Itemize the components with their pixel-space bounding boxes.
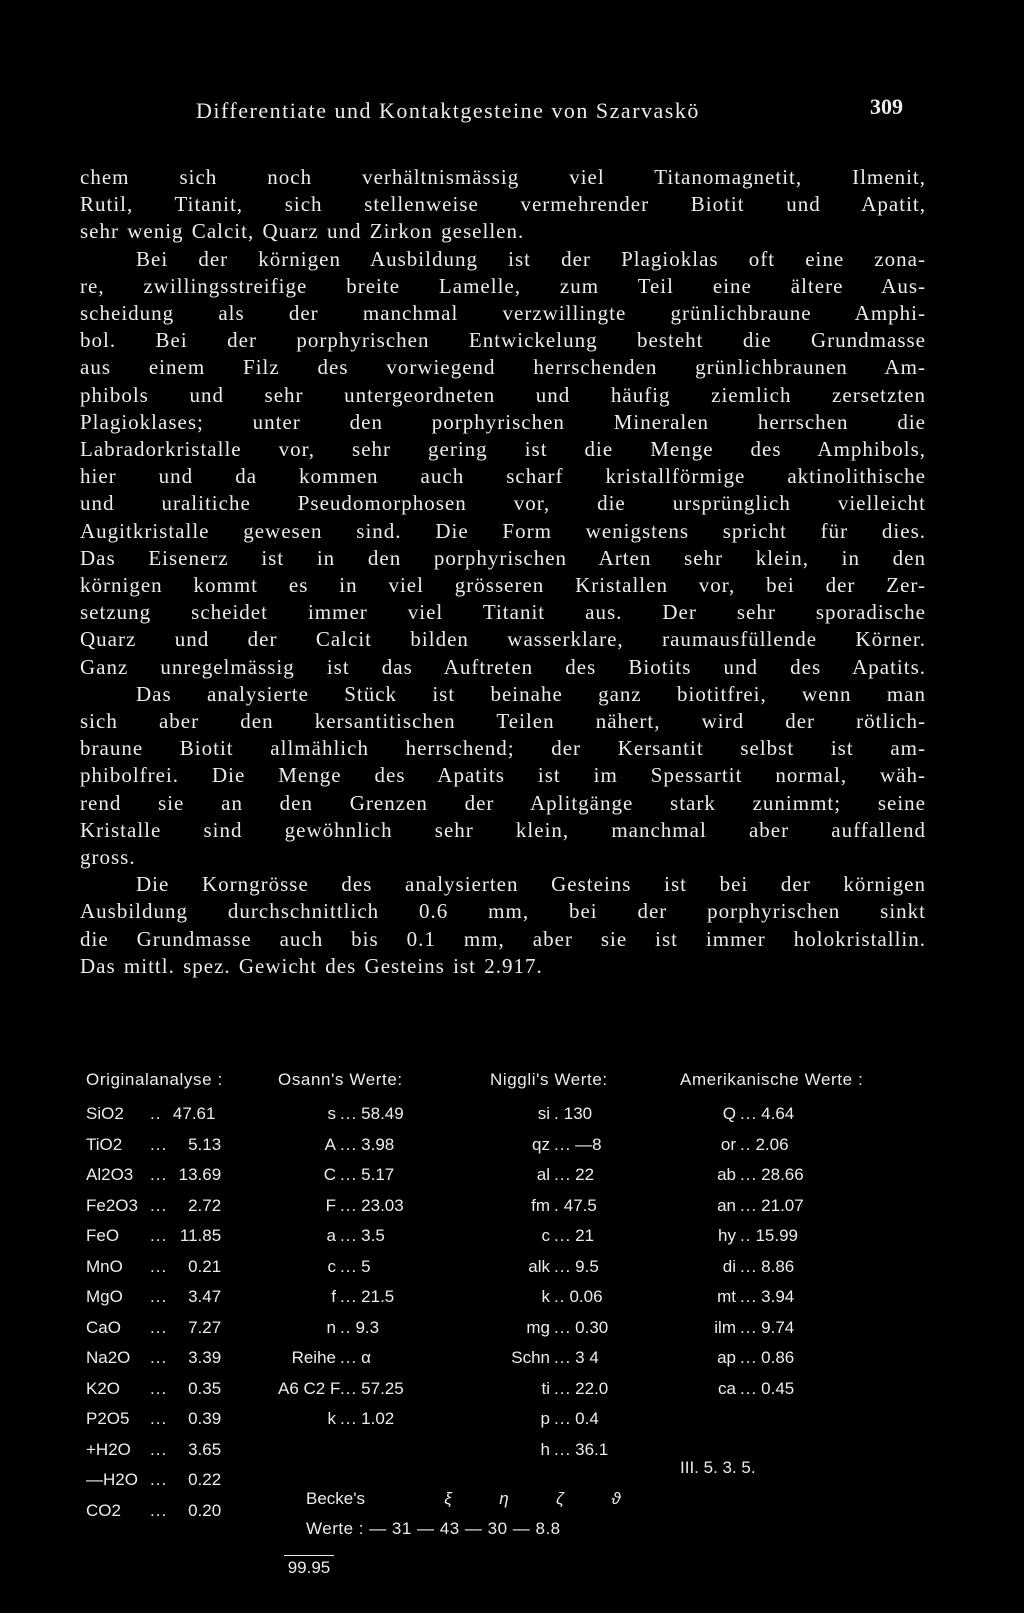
- row-leader: ...: [150, 1165, 168, 1184]
- text-line: Quarz und der Calcit bilden wasserklare, raumausfüllende Körner.: [80, 627, 926, 652]
- row-leader: ...: [554, 1439, 572, 1459]
- text-line: aus einem Filz des vorwiegend herrschenden grünlichbraunen Am-: [80, 355, 926, 380]
- text-line: chem sich noch verhältnismässig viel Titanomagnetit, Ilmenit,: [80, 165, 926, 189]
- row-label: c: [541, 1226, 550, 1245]
- row-value: 0.06: [569, 1287, 603, 1306]
- row-leader: ...: [340, 1287, 358, 1306]
- row-value: 22.0: [575, 1378, 609, 1398]
- column-header: Osann's Werte:: [278, 1070, 403, 1089]
- row-leader: ...: [554, 1165, 572, 1184]
- text-line: Rutil, Titanit, sich stellenweise vermehrender Biotit und Apatit,: [80, 192, 926, 217]
- row-value: 9.3: [355, 1317, 380, 1337]
- row-label: ap: [717, 1348, 736, 1367]
- row-value: 21.5: [361, 1287, 395, 1306]
- row-value: 36.1: [575, 1439, 609, 1459]
- table-row: [490, 1100, 660, 1131]
- row-value: 21: [575, 1226, 595, 1245]
- table-row: [86, 1253, 276, 1284]
- row-value: 28.66: [761, 1165, 804, 1184]
- row-label: CO2: [86, 1500, 121, 1520]
- row-value: 2.06: [755, 1134, 789, 1154]
- table-row: [490, 1131, 660, 1162]
- text-line: Augitkristalle gewesen sind. Die Form wenigstens spricht für dies.: [80, 518, 926, 543]
- row-label: hy: [718, 1226, 736, 1245]
- row-value: 15.99: [755, 1226, 798, 1245]
- row-value: 57.25: [361, 1378, 404, 1398]
- table-row: [490, 1253, 660, 1284]
- table-row: [680, 1314, 910, 1345]
- row-label: alk: [528, 1256, 550, 1276]
- row-value: 0.20: [188, 1500, 222, 1520]
- row-value: 21.07: [761, 1195, 804, 1215]
- row-label: a: [326, 1226, 336, 1245]
- table-row: [278, 1283, 478, 1314]
- row-leader: ..: [740, 1226, 752, 1245]
- text-line: rend sie an den Grenzen der Aplitgänge stark zunimmt; seine: [80, 790, 926, 815]
- text-line: sich aber den kersantitischen Teilen nähert, wird der rötlich-: [80, 709, 926, 734]
- table-row: [490, 1405, 660, 1436]
- row-value: 0.4: [575, 1409, 599, 1428]
- table-row: [490, 1161, 660, 1192]
- text-line: Das analysierte Stück ist beinahe ganz biotitfrei, wenn man: [136, 681, 926, 706]
- row-value: 0.39: [188, 1409, 222, 1428]
- table-row: [278, 1375, 478, 1406]
- table-row: [278, 1253, 478, 1284]
- text-line: Labradorkristalle vor, sehr gering ist die Menge des Amphibols,: [80, 437, 926, 462]
- row-leader: ..: [740, 1134, 752, 1154]
- row-leader: ..: [554, 1287, 566, 1306]
- row-value: 130: [563, 1104, 593, 1123]
- row-leader: .: [554, 1104, 560, 1123]
- row-label: MgO: [86, 1287, 123, 1306]
- table-row: [680, 1192, 910, 1223]
- row-label: c: [327, 1256, 336, 1276]
- table-row: [86, 1192, 276, 1223]
- table-row: [490, 1192, 660, 1223]
- row-value: 3.98: [361, 1134, 395, 1154]
- row-leader: ...: [150, 1226, 168, 1245]
- row-leader: ...: [340, 1165, 358, 1184]
- table-row: [680, 1344, 910, 1375]
- table-row: [490, 1375, 660, 1406]
- table-row: [86, 1466, 276, 1497]
- row-value: 8.86: [761, 1256, 795, 1276]
- table-row: [86, 1497, 276, 1528]
- row-leader: ...: [340, 1256, 358, 1276]
- row-leader: ...: [554, 1378, 572, 1398]
- table-row: [86, 1375, 276, 1406]
- column-osann-values: [278, 1068, 478, 1436]
- row-leader: ...: [340, 1378, 358, 1398]
- row-leader: ..: [150, 1104, 162, 1123]
- row-label: P2O5: [86, 1409, 130, 1428]
- row-label: TiO2: [86, 1134, 123, 1154]
- row-label: ca: [718, 1378, 736, 1398]
- table-row: [490, 1283, 660, 1314]
- row-value: 5: [361, 1256, 371, 1276]
- row-label: K2O: [86, 1378, 121, 1398]
- row-leader: ...: [740, 1317, 758, 1337]
- row-value: 2.72: [188, 1195, 222, 1215]
- row-label: ti: [541, 1378, 550, 1398]
- text-line: Das Eisenerz ist in den porphyrischen Arten sehr klein, in den: [80, 545, 926, 570]
- row-leader: .: [554, 1195, 560, 1215]
- table-row: [86, 1283, 276, 1314]
- table-row: [278, 1314, 478, 1345]
- row-label: Na2O: [86, 1348, 131, 1367]
- becke-symbol: ξ: [444, 1489, 452, 1508]
- text-line: re, zwillingsstreifige breite Lamelle, zum Teil eine ältere Aus-: [80, 273, 926, 298]
- table-row: [86, 1436, 276, 1467]
- row-leader: ...: [340, 1348, 358, 1367]
- text-line: setzung scheidet immer viel Titanit aus. Der sehr sporadische: [80, 600, 926, 625]
- row-label: f: [331, 1287, 336, 1306]
- table-row: [490, 1344, 660, 1375]
- table-row: [490, 1436, 660, 1467]
- table-row: [86, 1344, 276, 1375]
- table-row: [278, 1405, 478, 1436]
- row-leader: ...: [554, 1226, 572, 1245]
- text-line: Ganz unregelmässig ist das Auftreten des Biotits und des Apatits.: [80, 654, 926, 679]
- row-value: 9.74: [761, 1317, 795, 1337]
- row-label: an: [717, 1195, 736, 1215]
- table-row: [278, 1161, 478, 1192]
- column-header: Amerikanische Werte :: [680, 1070, 864, 1089]
- row-label: al: [536, 1165, 550, 1184]
- table-row: [680, 1100, 910, 1131]
- row-leader: ...: [150, 1317, 168, 1337]
- table-row: [86, 1100, 276, 1131]
- row-label: mt: [717, 1287, 736, 1306]
- text-line: Bei der körnigen Ausbildung ist der Plagioklas oft eine zona-: [136, 246, 926, 271]
- running-title: Differentiate und Kontaktgesteine von Szarvaskö: [196, 98, 700, 123]
- row-value: 3 4: [575, 1348, 599, 1367]
- text-line: Die Korngrösse des analysierten Gesteins ist bei der körnigen: [136, 872, 926, 897]
- row-label: ilm: [714, 1317, 736, 1337]
- table-row: [86, 1405, 276, 1436]
- row-leader: ...: [740, 1165, 758, 1184]
- row-leader: ...: [740, 1256, 758, 1276]
- row-value: 23.03: [361, 1195, 404, 1215]
- row-value: 9.5: [575, 1256, 599, 1276]
- text-line: hier und da kommen auch scharf kristallförmige aktinolithische: [80, 464, 926, 489]
- row-label: ab: [717, 1165, 736, 1184]
- row-leader: ...: [740, 1378, 758, 1398]
- row-label: Reihe: [291, 1348, 336, 1367]
- row-value: 0.22: [188, 1470, 222, 1489]
- text-line: Ausbildung durchschnittlich 0.6 mm, bei der porphyrischen sinkt: [80, 899, 926, 924]
- row-value: 47.61: [172, 1104, 216, 1123]
- row-label: F: [325, 1195, 336, 1215]
- row-label: di: [722, 1256, 736, 1276]
- row-value: 5.13: [188, 1134, 222, 1154]
- column-niggli-values: [490, 1068, 660, 1466]
- row-value: 5.17: [361, 1165, 395, 1184]
- becke-symbol: ϑ: [611, 1489, 621, 1508]
- text-line: und uralitiche Pseudomorphosen vor, die ursprünglich vielleicht: [80, 491, 926, 516]
- row-label: h: [540, 1439, 550, 1459]
- body-text: [80, 164, 926, 980]
- row-leader: ...: [150, 1409, 168, 1428]
- row-leader: ...: [340, 1409, 358, 1428]
- table-row: [490, 1222, 660, 1253]
- row-label: n: [326, 1317, 336, 1337]
- norm-notation: III. 5. 3. 5.: [680, 1458, 756, 1477]
- analysis-total: 99.95: [284, 1555, 334, 1578]
- row-label: qz: [532, 1134, 550, 1154]
- row-value: —8: [575, 1134, 602, 1154]
- text-line: sehr wenig Calcit, Quarz und Zirkon gesellen.: [80, 219, 525, 244]
- row-value: 4.64: [761, 1104, 795, 1123]
- row-label: CaO: [86, 1317, 121, 1337]
- row-label: —H2O: [86, 1470, 138, 1489]
- row-value: 47.5: [563, 1195, 597, 1215]
- row-value: 0.30: [575, 1317, 609, 1337]
- row-label: A: [324, 1134, 336, 1154]
- row-value: 0.45: [761, 1378, 795, 1398]
- row-leader: ...: [340, 1104, 358, 1123]
- row-leader: ...: [150, 1378, 168, 1398]
- row-label: Schn: [511, 1348, 550, 1367]
- row-value: 0.86: [761, 1348, 795, 1367]
- row-leader: ...: [340, 1226, 358, 1245]
- text-line: Kristalle sind gewöhnlich sehr klein, manchmal aber auffallend: [80, 817, 926, 842]
- row-value: 1.02: [361, 1409, 395, 1428]
- row-value: 3.47: [188, 1287, 222, 1306]
- row-value: 3.5: [361, 1226, 385, 1245]
- row-leader: ...: [150, 1500, 168, 1520]
- becke-label: Becke's: [306, 1489, 365, 1508]
- row-leader: ...: [554, 1317, 572, 1337]
- row-label: k: [541, 1287, 550, 1306]
- row-label: p: [540, 1409, 550, 1428]
- row-label: Al2O3: [86, 1165, 134, 1184]
- table-row: [680, 1283, 910, 1314]
- row-leader: ...: [554, 1348, 572, 1367]
- row-label: Q: [722, 1104, 736, 1123]
- row-label: Fe2O3: [86, 1195, 138, 1215]
- table-row: [680, 1131, 910, 1162]
- text-line: Plagioklases; unter den porphyrischen Mineralen herrschen die: [80, 409, 926, 434]
- row-value: 3.94: [761, 1287, 795, 1306]
- table-row: [680, 1375, 910, 1406]
- becke-symbols: [420, 1489, 644, 1509]
- becke-values: Werte : — 31 — 43 — 30 — 8.8: [306, 1519, 561, 1538]
- column-american-values: [680, 1068, 910, 1477]
- row-label: fm: [531, 1195, 550, 1215]
- row-leader: ...: [740, 1104, 758, 1123]
- table-row: [278, 1222, 478, 1253]
- column-header: Niggli's Werte:: [490, 1070, 608, 1089]
- row-label: C: [323, 1165, 336, 1184]
- row-value: 13.69: [178, 1165, 222, 1184]
- row-leader: ...: [340, 1134, 358, 1154]
- text-line: phibols und sehr untergeordneten und häufig ziemlich zersetzten: [80, 382, 926, 407]
- table-row: [86, 1161, 276, 1192]
- table-row: [278, 1100, 478, 1131]
- row-label: MnO: [86, 1256, 123, 1276]
- table-row: [490, 1314, 660, 1345]
- row-leader: ...: [150, 1195, 168, 1215]
- row-value: 3.39: [188, 1348, 222, 1367]
- row-label: A6 C2 F: [278, 1378, 341, 1398]
- row-leader: ...: [554, 1256, 572, 1276]
- table-row: [278, 1344, 478, 1375]
- row-leader: ...: [150, 1470, 168, 1489]
- row-leader: ...: [150, 1439, 168, 1459]
- table-row: [86, 1314, 276, 1345]
- row-label: or: [720, 1134, 736, 1154]
- table-row: [680, 1222, 910, 1253]
- row-leader: ...: [150, 1348, 168, 1367]
- text-line: scheidung als der manchmal verzwillingte grünlichbraune Amphi-: [80, 301, 926, 326]
- table-row: [278, 1192, 478, 1223]
- row-leader: ...: [150, 1256, 168, 1276]
- text-line: Das mittl. spez. Gewicht des Gesteins ist 2.917.: [80, 953, 543, 978]
- row-value: 3.65: [188, 1439, 222, 1459]
- row-value: 11.85: [179, 1226, 222, 1245]
- text-line: braune Biotit allmählich herrschend; der Kersantit selbst ist am-: [80, 736, 926, 761]
- table-row: [86, 1131, 276, 1162]
- row-value: 22: [575, 1165, 595, 1184]
- row-value: 0.21: [188, 1256, 222, 1276]
- row-label: FeO: [86, 1226, 120, 1245]
- page-number: 309: [870, 94, 903, 119]
- row-leader: ...: [740, 1195, 758, 1215]
- text-line: die Grundmasse auch bis 0.1 mm, aber sie ist immer holokristallin.: [80, 926, 926, 951]
- row-leader: ...: [150, 1134, 168, 1154]
- row-label: SiO2: [86, 1104, 124, 1123]
- analysis-table: [0, 1068, 1024, 1588]
- row-label: mg: [526, 1317, 550, 1337]
- table-row: [278, 1131, 478, 1162]
- table-row: [680, 1253, 910, 1284]
- page-header: [0, 94, 1024, 132]
- row-leader: ...: [740, 1287, 758, 1306]
- row-leader: ...: [740, 1348, 758, 1367]
- row-label: k: [327, 1409, 336, 1428]
- row-leader: ..: [340, 1317, 352, 1337]
- row-value: 7.27: [188, 1317, 222, 1337]
- row-leader: ...: [554, 1134, 572, 1154]
- table-row: [680, 1161, 910, 1192]
- row-leader: ...: [554, 1409, 572, 1428]
- text-line: gross.: [80, 845, 136, 870]
- row-value: α: [361, 1348, 371, 1367]
- row-value: 58.49: [361, 1104, 404, 1123]
- row-label: si: [537, 1104, 550, 1123]
- column-header: Originalanalyse :: [86, 1070, 223, 1089]
- row-leader: ...: [150, 1287, 168, 1306]
- row-label: s: [327, 1104, 336, 1123]
- becke-symbol: η: [499, 1489, 509, 1508]
- row-label: +H2O: [86, 1439, 131, 1459]
- text-line: körnigen kommt es in viel grösseren Kristallen vor, bei der Zer-: [80, 573, 926, 598]
- becke-symbol: ζ: [556, 1489, 564, 1508]
- row-leader: ...: [340, 1195, 358, 1215]
- table-row: [86, 1222, 276, 1253]
- text-line: phibolfrei. Die Menge des Apatits ist im Spessartit normal, wäh-: [80, 763, 926, 788]
- row-value: 0.35: [188, 1378, 222, 1398]
- text-line: bol. Bei der porphyrischen Entwickelung besteht die Grundmasse: [80, 328, 926, 353]
